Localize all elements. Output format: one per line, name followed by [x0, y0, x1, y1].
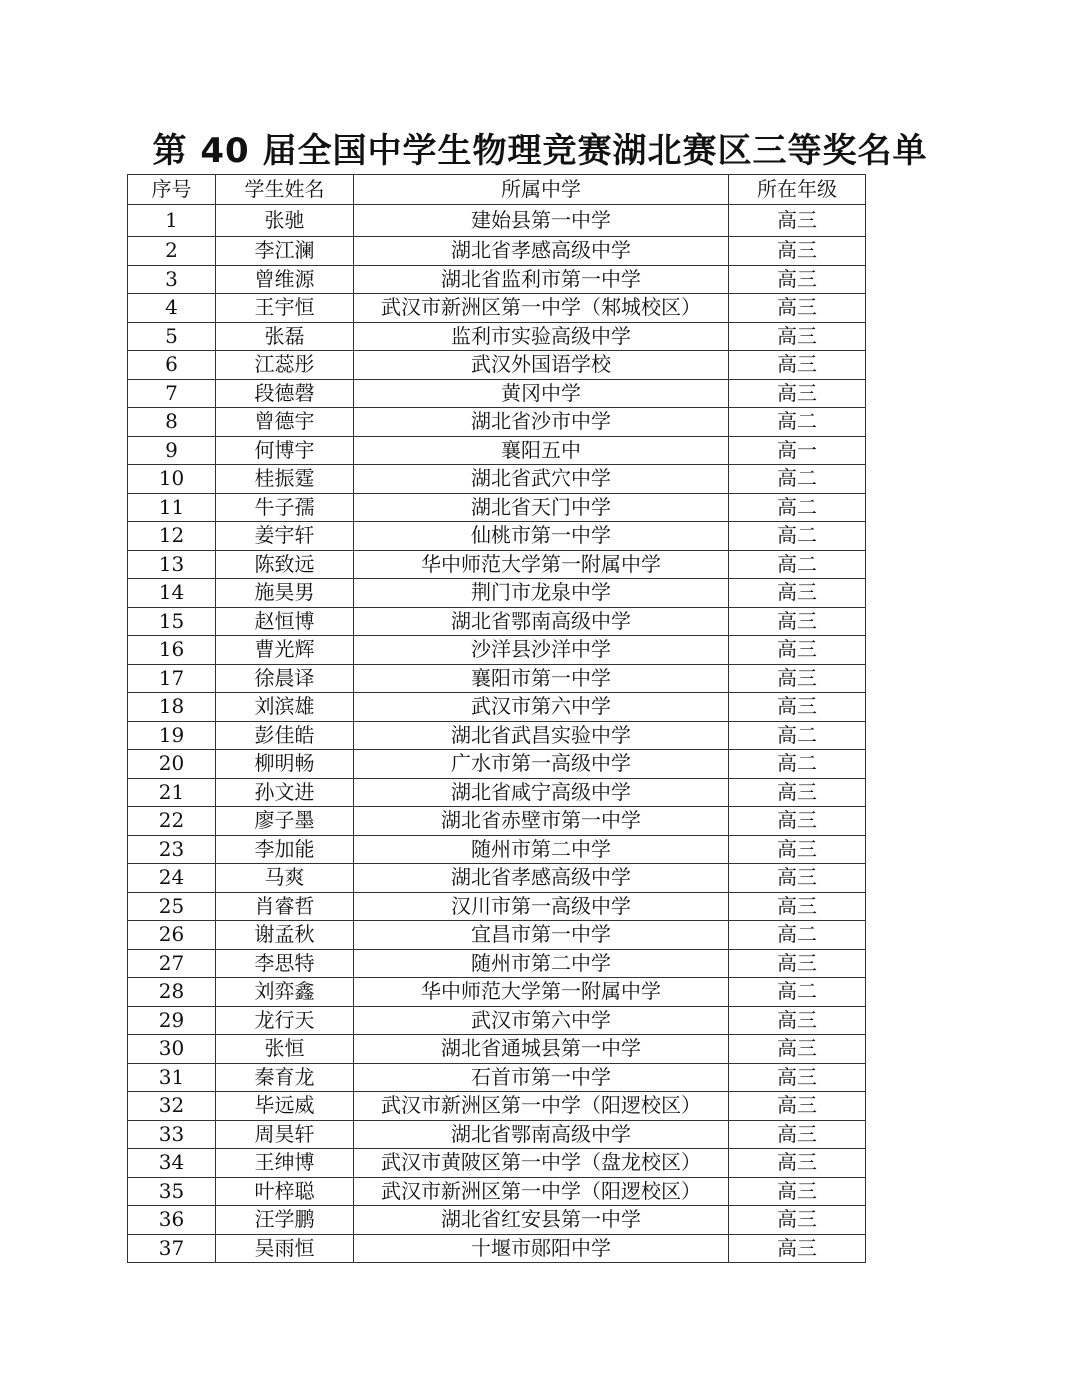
- table-row: [128, 664, 866, 693]
- cell-student-name: 桂振霆: [216, 465, 354, 494]
- cell-school: 宜昌市第一中学: [354, 921, 729, 950]
- cell-student-name: 曹光辉: [216, 636, 354, 665]
- table-row: [128, 807, 866, 836]
- cell-student-name: 牛子孺: [216, 493, 354, 522]
- table-row: [128, 864, 866, 893]
- cell-school: 黄冈中学: [354, 379, 729, 408]
- table-row: [128, 294, 866, 323]
- cell-school: 荆门市龙泉中学: [354, 579, 729, 608]
- cell-student-name: 曾德宇: [216, 408, 354, 437]
- cell-grade: 高三: [729, 351, 866, 380]
- cell-student-name: 曾维源: [216, 265, 354, 294]
- table-row: [128, 949, 866, 978]
- cell-student-name: 李思特: [216, 949, 354, 978]
- cell-index: 2: [128, 237, 216, 266]
- table-row: [128, 522, 866, 551]
- table-row: [128, 1149, 866, 1178]
- cell-student-name: 张驰: [216, 205, 354, 237]
- cell-index: 22: [128, 807, 216, 836]
- cell-grade: 高三: [729, 693, 866, 722]
- cell-school: 湖北省赤壁市第一中学: [354, 807, 729, 836]
- award-table: [127, 174, 866, 1263]
- cell-index: 9: [128, 436, 216, 465]
- table-row: [128, 778, 866, 807]
- cell-student-name: 叶梓聪: [216, 1177, 354, 1206]
- cell-student-name: 王绅博: [216, 1149, 354, 1178]
- cell-student-name: 谢孟秋: [216, 921, 354, 950]
- table-row: [128, 550, 866, 579]
- cell-grade: 高三: [729, 1177, 866, 1206]
- cell-index: 24: [128, 864, 216, 893]
- cell-school: 建始县第一中学: [354, 205, 729, 237]
- cell-index: 21: [128, 778, 216, 807]
- cell-index: 30: [128, 1035, 216, 1064]
- table-row: [128, 1063, 866, 1092]
- cell-grade: 高三: [729, 1092, 866, 1121]
- cell-index: 25: [128, 892, 216, 921]
- document-title: 第 40 届全国中学生物理竞赛湖北赛区三等奖名单: [152, 131, 928, 171]
- cell-school: 襄阳市第一中学: [354, 664, 729, 693]
- table-row: [128, 408, 866, 437]
- cell-student-name: 施昊男: [216, 579, 354, 608]
- cell-grade: 高三: [729, 579, 866, 608]
- cell-grade: 高三: [729, 1206, 866, 1235]
- cell-student-name: 李江澜: [216, 237, 354, 266]
- cell-grade: 高二: [729, 522, 866, 551]
- cell-grade: 高三: [729, 322, 866, 351]
- table-row: [128, 436, 866, 465]
- cell-school: 湖北省沙市中学: [354, 408, 729, 437]
- cell-student-name: 江蕊彤: [216, 351, 354, 380]
- cell-index: 26: [128, 921, 216, 950]
- table-row: [128, 205, 866, 237]
- cell-student-name: 何博宇: [216, 436, 354, 465]
- table-row: [128, 921, 866, 950]
- table-row: [128, 322, 866, 351]
- header-student-name: 学生姓名: [216, 175, 354, 205]
- cell-index: 16: [128, 636, 216, 665]
- cell-grade: 高一: [729, 436, 866, 465]
- table-row: [128, 892, 866, 921]
- cell-student-name: 徐晨译: [216, 664, 354, 693]
- cell-grade: 高三: [729, 892, 866, 921]
- cell-grade: 高三: [729, 265, 866, 294]
- table-row: [128, 693, 866, 722]
- cell-grade: 高三: [729, 205, 866, 237]
- cell-student-name: 段德磬: [216, 379, 354, 408]
- cell-student-name: 陈致远: [216, 550, 354, 579]
- cell-grade: 高三: [729, 1035, 866, 1064]
- table-row: [128, 237, 866, 266]
- table-row: [128, 493, 866, 522]
- table-row: [128, 1120, 866, 1149]
- table-row: [128, 1006, 866, 1035]
- table-row: [128, 978, 866, 1007]
- cell-student-name: 赵恒博: [216, 607, 354, 636]
- cell-grade: 高二: [729, 465, 866, 494]
- cell-student-name: 汪学鹏: [216, 1206, 354, 1235]
- cell-index: 37: [128, 1234, 216, 1263]
- cell-index: 19: [128, 721, 216, 750]
- cell-index: 13: [128, 550, 216, 579]
- cell-index: 5: [128, 322, 216, 351]
- cell-grade: 高三: [729, 636, 866, 665]
- cell-student-name: 刘滨雄: [216, 693, 354, 722]
- cell-index: 12: [128, 522, 216, 551]
- table-row: [128, 579, 866, 608]
- cell-student-name: 张磊: [216, 322, 354, 351]
- cell-student-name: 刘弈鑫: [216, 978, 354, 1007]
- cell-school: 沙洋县沙洋中学: [354, 636, 729, 665]
- cell-school: 湖北省孝感高级中学: [354, 864, 729, 893]
- cell-student-name: 龙行天: [216, 1006, 354, 1035]
- cell-grade: 高二: [729, 921, 866, 950]
- cell-student-name: 马爽: [216, 864, 354, 893]
- cell-school: 湖北省孝感高级中学: [354, 237, 729, 266]
- cell-school: 襄阳五中: [354, 436, 729, 465]
- cell-index: 4: [128, 294, 216, 323]
- cell-school: 湖北省红安县第一中学: [354, 1206, 729, 1235]
- cell-school: 十堰市郧阳中学: [354, 1234, 729, 1263]
- cell-grade: 高三: [729, 864, 866, 893]
- table-row: [128, 265, 866, 294]
- cell-student-name: 柳明畅: [216, 750, 354, 779]
- cell-school: 华中师范大学第一附属中学: [354, 978, 729, 1007]
- cell-school: 湖北省通城县第一中学: [354, 1035, 729, 1064]
- cell-school: 湖北省武昌实验中学: [354, 721, 729, 750]
- cell-grade: 高三: [729, 664, 866, 693]
- cell-student-name: 张恒: [216, 1035, 354, 1064]
- cell-index: 36: [128, 1206, 216, 1235]
- table-row: [128, 351, 866, 380]
- cell-grade: 高三: [729, 835, 866, 864]
- cell-school: 石首市第一中学: [354, 1063, 729, 1092]
- cell-grade: 高二: [729, 550, 866, 579]
- cell-grade: 高三: [729, 1006, 866, 1035]
- cell-student-name: 毕远威: [216, 1092, 354, 1121]
- header-index: 序号: [128, 175, 216, 205]
- cell-school: 武汉市新洲区第一中学（阳逻校区）: [354, 1092, 729, 1121]
- cell-index: 33: [128, 1120, 216, 1149]
- cell-student-name: 吴雨恒: [216, 1234, 354, 1263]
- cell-student-name: 秦育龙: [216, 1063, 354, 1092]
- cell-index: 34: [128, 1149, 216, 1178]
- cell-school: 湖北省鄂南高级中学: [354, 607, 729, 636]
- cell-index: 10: [128, 465, 216, 494]
- cell-index: 7: [128, 379, 216, 408]
- cell-school: 广水市第一高级中学: [354, 750, 729, 779]
- cell-index: 35: [128, 1177, 216, 1206]
- cell-grade: 高三: [729, 379, 866, 408]
- cell-index: 28: [128, 978, 216, 1007]
- cell-grade: 高三: [729, 1063, 866, 1092]
- cell-index: 27: [128, 949, 216, 978]
- cell-grade: 高三: [729, 949, 866, 978]
- table-row: [128, 636, 866, 665]
- table-row: [128, 1234, 866, 1263]
- cell-school: 华中师范大学第一附属中学: [354, 550, 729, 579]
- cell-index: 15: [128, 607, 216, 636]
- cell-index: 29: [128, 1006, 216, 1035]
- cell-school: 湖北省武穴中学: [354, 465, 729, 494]
- cell-school: 湖北省天门中学: [354, 493, 729, 522]
- cell-grade: 高三: [729, 1234, 866, 1263]
- table-row: [128, 607, 866, 636]
- cell-school: 武汉市新洲区第一中学（阳逻校区）: [354, 1177, 729, 1206]
- cell-grade: 高三: [729, 778, 866, 807]
- cell-school: 武汉市黄陂区第一中学（盘龙校区）: [354, 1149, 729, 1178]
- cell-school: 武汉市第六中学: [354, 693, 729, 722]
- cell-grade: 高二: [729, 978, 866, 1007]
- cell-index: 11: [128, 493, 216, 522]
- cell-grade: 高二: [729, 721, 866, 750]
- cell-student-name: 周昊轩: [216, 1120, 354, 1149]
- cell-index: 17: [128, 664, 216, 693]
- cell-student-name: 王宇恒: [216, 294, 354, 323]
- cell-school: 武汉外国语学校: [354, 351, 729, 380]
- cell-school: 随州市第二中学: [354, 949, 729, 978]
- cell-grade: 高二: [729, 493, 866, 522]
- cell-index: 20: [128, 750, 216, 779]
- cell-student-name: 肖睿哲: [216, 892, 354, 921]
- table-row: [128, 835, 866, 864]
- cell-grade: 高二: [729, 750, 866, 779]
- cell-index: 3: [128, 265, 216, 294]
- table-row: [128, 379, 866, 408]
- cell-student-name: 李加能: [216, 835, 354, 864]
- cell-school: 武汉市新洲区第一中学（邾城校区）: [354, 294, 729, 323]
- cell-grade: 高三: [729, 1149, 866, 1178]
- cell-school: 武汉市第六中学: [354, 1006, 729, 1035]
- cell-student-name: 孙文进: [216, 778, 354, 807]
- header-grade: 所在年级: [729, 175, 866, 205]
- table-row: [128, 1035, 866, 1064]
- table-row: [128, 1092, 866, 1121]
- cell-school: 湖北省鄂南高级中学: [354, 1120, 729, 1149]
- cell-index: 23: [128, 835, 216, 864]
- cell-school: 监利市实验高级中学: [354, 322, 729, 351]
- cell-grade: 高三: [729, 1120, 866, 1149]
- cell-index: 8: [128, 408, 216, 437]
- cell-school: 仙桃市第一中学: [354, 522, 729, 551]
- cell-index: 18: [128, 693, 216, 722]
- cell-student-name: 姜宇轩: [216, 522, 354, 551]
- cell-grade: 高三: [729, 607, 866, 636]
- header-school: 所属中学: [354, 175, 729, 205]
- cell-school: 汉川市第一高级中学: [354, 892, 729, 921]
- table-row: [128, 1206, 866, 1235]
- table-row: [128, 1177, 866, 1206]
- table-body: [128, 205, 866, 1263]
- cell-school: 随州市第二中学: [354, 835, 729, 864]
- cell-grade: 高三: [729, 237, 866, 266]
- cell-school: 湖北省监利市第一中学: [354, 265, 729, 294]
- cell-grade: 高三: [729, 807, 866, 836]
- cell-grade: 高三: [729, 294, 866, 323]
- table-row: [128, 465, 866, 494]
- table-row: [128, 721, 866, 750]
- cell-student-name: 彭佳皓: [216, 721, 354, 750]
- cell-index: 31: [128, 1063, 216, 1092]
- cell-index: 14: [128, 579, 216, 608]
- cell-index: 32: [128, 1092, 216, 1121]
- cell-school: 湖北省咸宁高级中学: [354, 778, 729, 807]
- cell-grade: 高二: [729, 408, 866, 437]
- cell-index: 6: [128, 351, 216, 380]
- table-row: [128, 750, 866, 779]
- table-header-row: [128, 175, 866, 205]
- cell-index: 1: [128, 205, 216, 237]
- cell-student-name: 廖子墨: [216, 807, 354, 836]
